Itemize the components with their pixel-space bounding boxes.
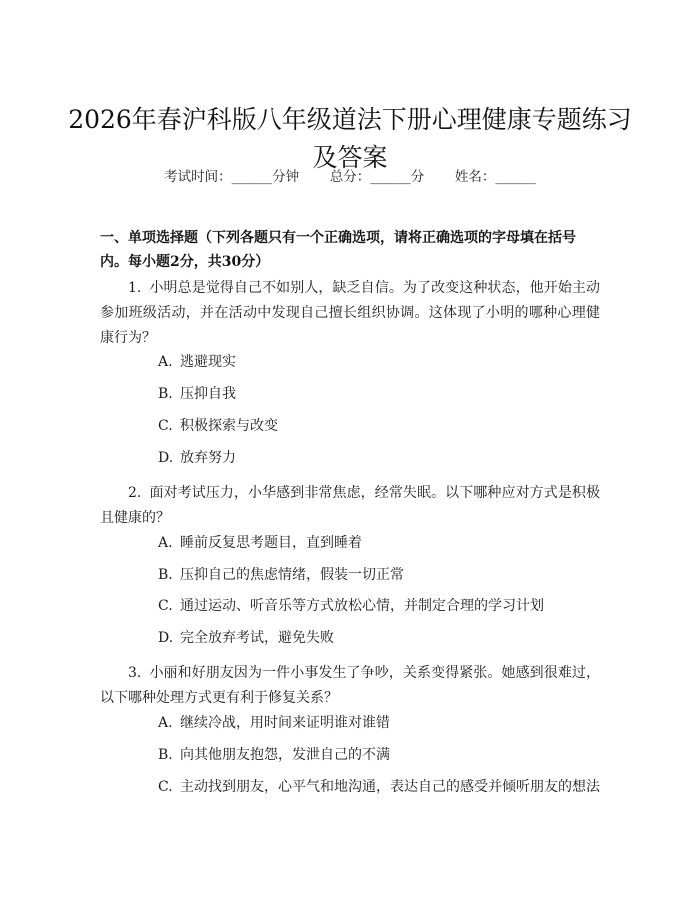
option-letter: C.: [158, 598, 173, 614]
option-text: 完全放弃考试，避免失败: [180, 630, 334, 646]
option-letter: D.: [158, 450, 174, 466]
question-1: [100, 276, 600, 351]
section-heading: 一、单项选择题（下列各题只有一个正确选项，请将正确选项的字母填在括号内。每小题2分，共30分）: [100, 230, 576, 270]
exam-time-blank: ______: [231, 169, 273, 185]
exam-info-line: [0, 166, 700, 188]
question-2: [100, 481, 600, 531]
question-1-option-b: [158, 383, 608, 405]
question-text: 面对考试压力，小华感到非常焦虑，经常失眠。以下哪种应对方式是积极且健康的？: [100, 485, 600, 526]
option-text: 向其他朋友抱怨，发泄自己的不满: [180, 747, 390, 763]
question-1-option-d: [158, 447, 608, 469]
option-text: 通过运动、听音乐等方式放松心情，并制定合理的学习计划: [180, 598, 544, 614]
question-3-option-a: [158, 712, 608, 734]
question-2-option-d: [158, 627, 608, 649]
option-text: 放弃努力: [180, 450, 236, 466]
question-3-option-c: [158, 776, 608, 798]
option-letter: A.: [158, 354, 173, 370]
option-text: 逃避现实: [180, 354, 236, 370]
question-number: 1.: [128, 280, 142, 296]
question-3-option-b: [158, 744, 608, 766]
exam-time-label: 考试时间：: [164, 169, 232, 185]
total-score-label: 总分：: [329, 169, 371, 185]
question-2-option-b: [158, 564, 608, 586]
option-text: 积极探索与改变: [180, 418, 278, 434]
option-letter: A.: [158, 715, 173, 731]
question-text: 小明总是觉得自己不如别人，缺乏自信。为了改变这种状态，他开始主动参加班级活动，并在活动中发现自己擅长组织协调。这体现了小明的哪种心理健康行为？: [100, 280, 600, 346]
option-text: 压抑自己的焦虑情绪，假装一切正常: [180, 567, 404, 583]
option-letter: A.: [158, 535, 173, 551]
option-letter: B.: [158, 747, 173, 763]
option-letter: B.: [158, 567, 173, 583]
exam-time-unit: 分钟: [272, 169, 300, 185]
question-2-option-a: [158, 532, 608, 554]
student-name-blank: ______: [495, 169, 536, 185]
option-letter: B.: [158, 386, 173, 402]
total-score-blank: ______: [370, 169, 411, 185]
question-text: 小丽和好朋友因为一件小事发生了争吵，关系变得紧张。她感到很难过，以下哪种处理方式更有利于修复关系？: [100, 665, 600, 706]
question-3: [100, 661, 600, 711]
option-letter: C.: [158, 418, 173, 434]
option-letter: D.: [158, 630, 174, 646]
question-1-option-c: [158, 415, 608, 437]
question-number: 2.: [128, 485, 142, 501]
option-text: 主动找到朋友，心平气和地沟通，表达自己的感受并倾听朋友的想法: [180, 779, 600, 795]
document-title: 2026年春沪科版八年级道法下册心理健康专题练习及答案: [68, 104, 632, 172]
option-letter: C.: [158, 779, 173, 795]
question-2-option-c: [158, 595, 608, 617]
student-name-label: 姓名：: [454, 169, 496, 185]
total-score-unit: 分: [410, 169, 425, 185]
question-number: 3.: [128, 665, 142, 681]
option-text: 继续冷战，用时间来证明谁对谁错: [180, 715, 390, 731]
question-1-option-a: [158, 351, 608, 373]
option-text: 睡前反复思考题目，直到睡着: [180, 535, 362, 551]
option-text: 压抑自我: [180, 386, 236, 402]
